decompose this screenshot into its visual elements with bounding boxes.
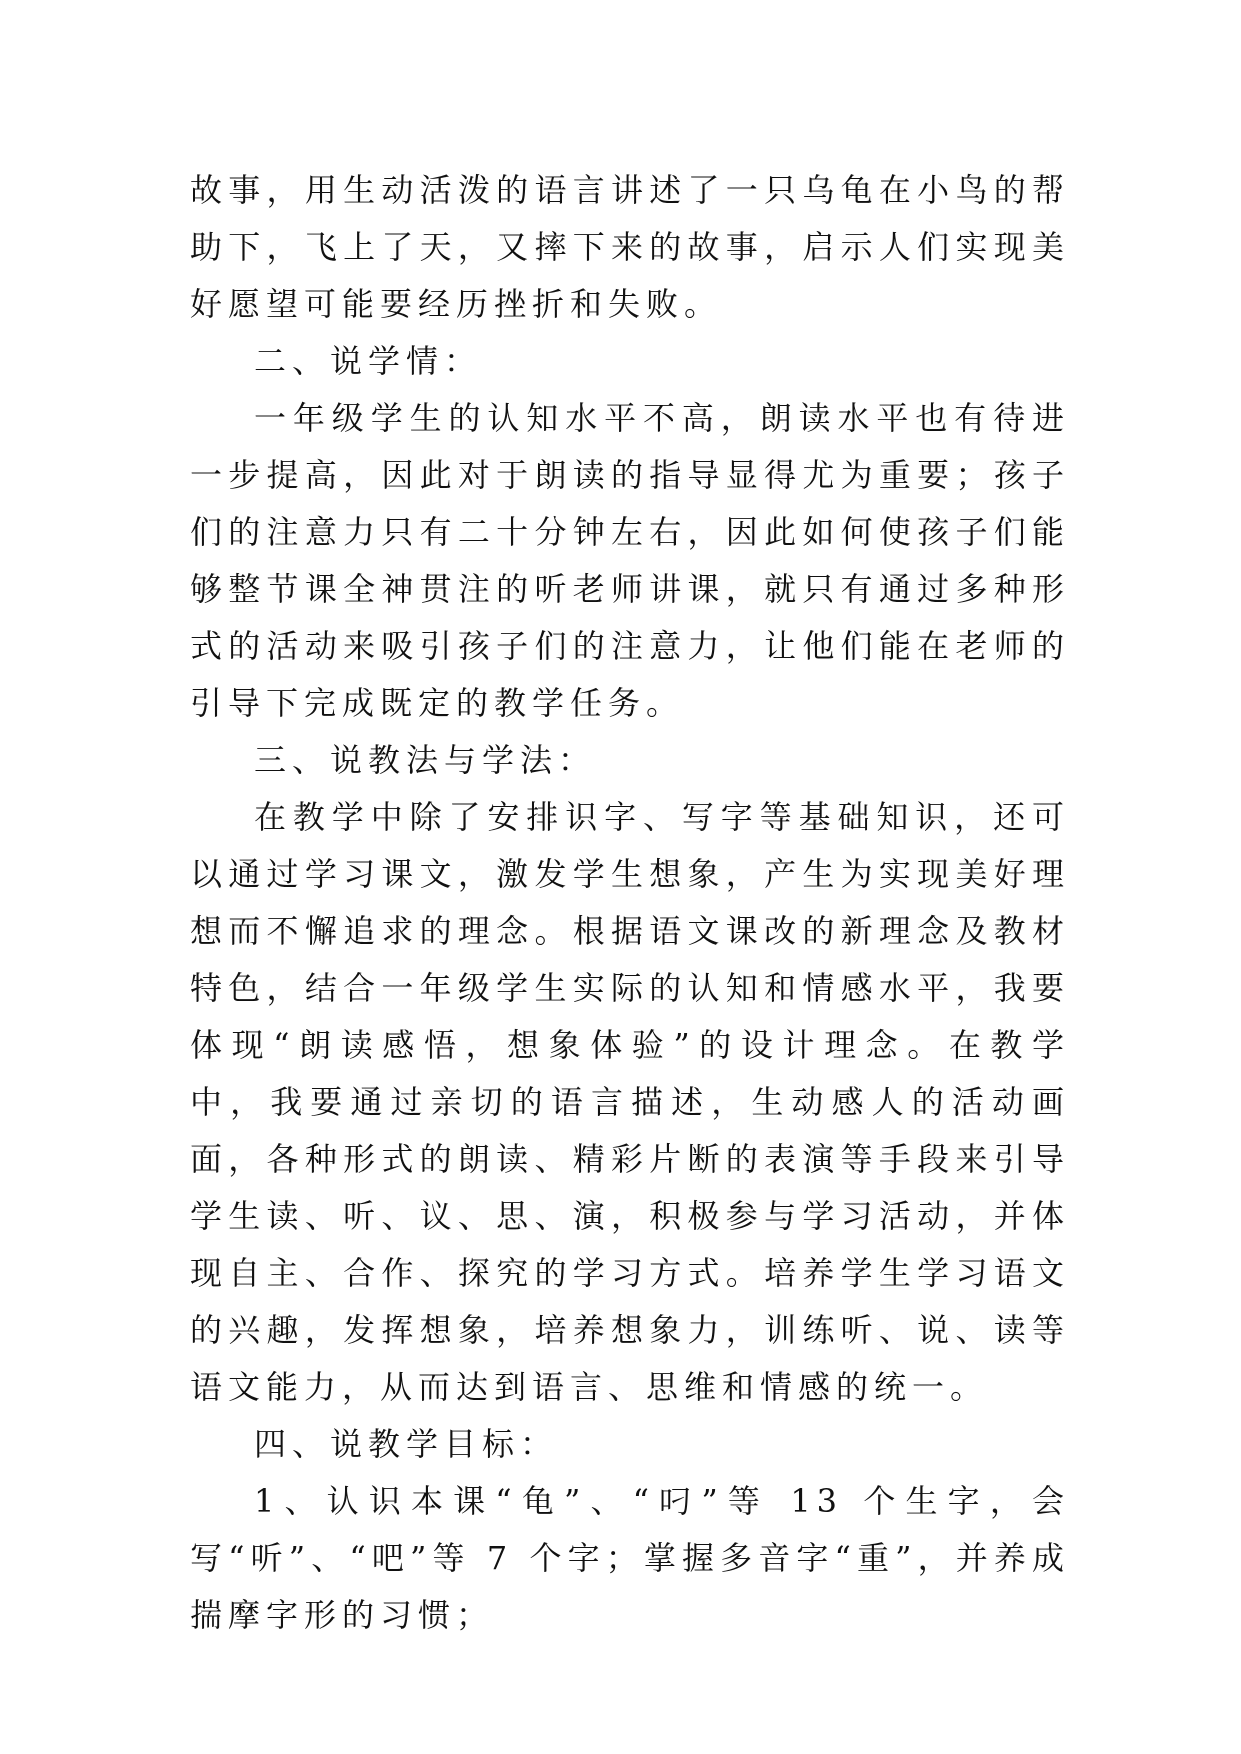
paragraph-student-analysis: 一年级学生的认知水平不高，朗读水平也有待进一步提高，因此对于朗读的指导显得尤为重要；孩子们的注意力只有二十分钟左右，因此如何使孩子们能够整节课全神贯注的听老师讲课，就只有通过多种形式的活动来吸引孩子们的注意力，让他们能在老师的引导下完成既定的教学任务。 <box>190 399 1070 722</box>
paragraph-goal-1: 1、认识本课“龟”、“叼”等 13 个生字，会写“听”、“吧”等 7 个字；掌握多音字“重”，并养成揣摩字形的习惯； <box>190 1482 1070 1634</box>
heading-teaching-goals: 四、说教学目标： <box>254 1425 559 1463</box>
paragraph-teaching-methods: 在教学中除了安排识字、写字等基础知识，还可以通过学习课文，激发学生想象，产生为实现美好理想而不懈追求的理念。根据语文课改的新理念及教材特色，结合一年级学生实际的认知和情感水平，我要体现“朗读感悟，想象体验”的设计理念。在教学中，我要通过亲切的语言描述，生动感人的活动画面，各种形式的朗读、精彩片断的表演等手段来引导学生读、听、议、思、演，积极参与学习活动，并体现自主、合作、探究的学习方式。培养学生学习语文的兴趣，发挥想象，培养想象力，训练听、说、读等语文能力，从而达到语言、思维和情感的统一。 <box>190 798 1070 1406</box>
paragraph-story-summary: 故事，用生动活泼的语言讲述了一只乌龟在小鸟的帮助下，飞上了天，又摔下来的故事，启示人们实现美好愿望可能要经历挫折和失败。 <box>190 171 1070 323</box>
heading-student-analysis: 二、说学情： <box>254 342 483 380</box>
heading-teaching-methods: 三、说教法与学法： <box>254 741 597 779</box>
document-body <box>190 162 1070 1644</box>
